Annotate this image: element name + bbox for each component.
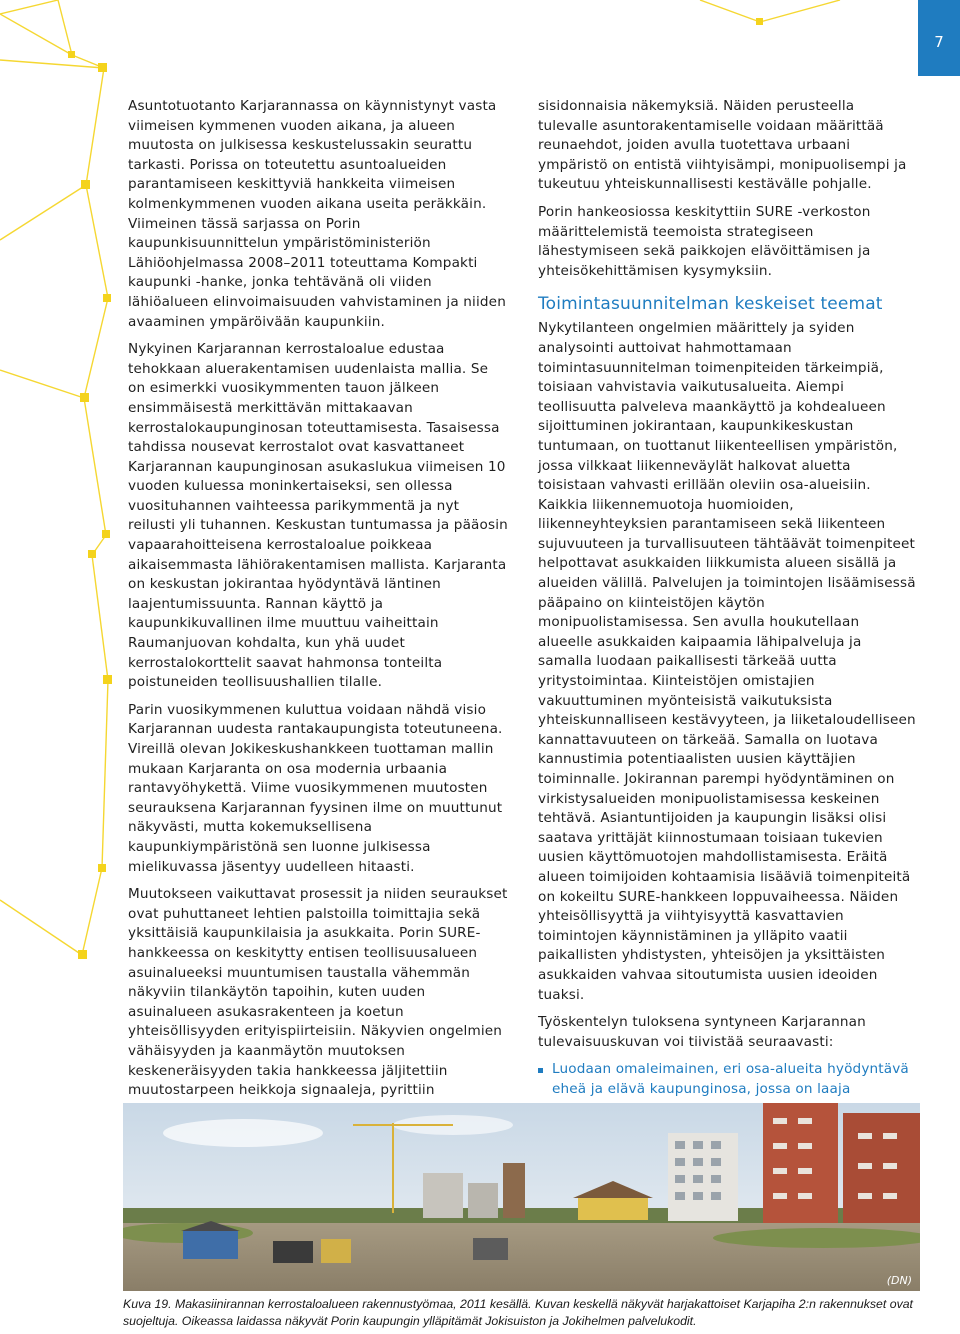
left-paragraph-3: Parin vuosikymmenen kuluttua voidaan nähdä visio Karjarannan uudesta rantakaupungista toteutuneena. Vireillä olevan Jokikeskushankkeen tuottaman mallin mukaan Karjaranta on osa modernia urbaania rantavyöhykettä. Viime vuosikymmenen muutosten seurauksena Karjarannan fyysinen ilme on muuttunut näkyvästi, mutta kokemuksellisena kaupunkiympäristönä sen luonne julkisessa mielikuvassa jäsentyy uudelleen hitaasti.	[128, 701, 503, 875]
page-number: 7	[934, 33, 944, 51]
summary-bullet-item: Luodaan omaleimainen, eri osa-alueita hyödyntävä eheä ja elävä kaupunginosa, jossa on laaja	[538, 1060, 918, 1138]
right-paragraph-2: Porin hankeosiossa keskityttiin SURE -verkoston määrittelemistä teemoista strategiseen lähestymiseen sekä paikkojen elävöittämisen ja yhteisökehittämisen kysymyksiin.	[538, 203, 871, 279]
right-paragraph-4: Työskentelyn tuloksena syntyneen Karjarannan tulevaisuuskuvan voi tiivistää seuraavasti:	[538, 1014, 866, 1050]
right-paragraph-1: sisidonnaisia näkemyksiä. Näiden perusteella tulevalle asuntorakentamiselle voidaan määrittää reunaehdot, joiden avulla tuotettava urbaani ympäristö on entistä viihtyisämpi, monipuolisempi ja tukeutuu yhteiskunnallisesti kestävälle pohjalle.	[538, 98, 907, 193]
right-text-column	[538, 97, 918, 1139]
construction-site-photo	[123, 1103, 920, 1291]
left-paragraph-4: Muutokseen vaikuttavat prosessit ja niiden seuraukset ovat puhuttaneet lehtien palstoilla toimittajia sekä yksittäisiä kaupunkilaisia ja asukkaita. Porin SURE-hankkeessa on keskitytty entisen teollisuusalueen asuinalueeksi muuntumisen taustalla vähemmän näkyviin tilankäytön tapoihin, kuten uuden asuinalueen asukasrakenteen ja koetun yhteisöllisyyden erityispiirteisiin. Näkyvien ongelmien vähäisyyden ja kaanmäytön muutoksen keskeneräisyyden takia hankkeessa jäljitettiin muutostarpeen heikkoja signaaleja, pyrittiin	[128, 886, 508, 1099]
figure-caption: Kuva 19. Makasiinirannan kerrostaloalueen rakennustyömaa, 2011 kesällä. Kuvan keskellä näkyvät harjakattoiset Karjapiha 2:n rakennukset ovat suojeltuja. Oikeassa laidassa näkyvät Porin kaupungin ylläpitämät Jokisuiston ja Jokihelmen palvelukodit.	[123, 1297, 913, 1328]
photo-illustration	[123, 1103, 920, 1291]
left-paragraph-2: Nykyinen Karjarannan kerrostaloalue edustaa tehokkaan aluerakentamisen uudenlaista mallia. Se on esimerkki vuosikymmenten tauon jälkeen ensimmäisestä merkittävän mittakaavan kerrostalokaupunginosan toteuttamisesta. Tasaisessa tahdissa nousevat kerrostalot ovat kasvattaneet Karjarannan kaupunginosan asukaslukua viimeisen 10 vuoden kuluessa moninkertaiseksi, sen ollessa vuosituhannen vaihteessa parikymmentä ja nyt reilusti yli tuhannen. Keskustan tuntumassa ja pääosin vapaarahoitteisena kerrostaloalue poikkeaa aikaisemmasta lähiörakentamisen mallista. Karjaranta on keskustan jokirantaa hyödyntävä läntinen laajentumissuunta. Rannan käyttö ja kaupunkikuvallinen ilme muuttuu vaiheittain Raumanjuovan kohdalta, kun yhä uudet kerrostalokorttelit saavat hahmonsa tonteilta poistuneiden teollisuushallien tilalle.	[128, 341, 508, 691]
left-paragraph-1: Asuntotuotanto Karjarannassa on käynnistynyt vasta viimeisen kymmenen vuoden aikana, ja alueen muutosta on julkisessa keskustelussakin seurattu tarkasti. Porissa on toteutettu asuntoalueiden parantamiseen keskittyviä hankkeita viimeisen kolmenkymmenen vuoden aikana useita peräkkäin. Viimeinen tässä sarjassa on Porin kaupunkisuunnittelun ympäristöministeriön Lähiöohjelmassa 2008–2011 toteuttama Kompakti kaupunki -hanke, jonka tehtävänä oli viiden lähiöalueen elinvoimaisuuden vahvistaminen ja niiden avaaminen ympäröivään kaupunkiin.	[128, 98, 506, 330]
right-paragraph-3: Nykytilanteen ongelmien määrittely ja syiden analysointi auttoivat hahmottamaan toimintasuunnitelman toimenpiteiden tärkeimpiä, toisiaan vahvistavia vaikutusalueita. Aiempi teollisuutta palveleva maankäyttö ja kohdealueen sijoittuminen jokirantaan, kaupunkikeskustan tuntumaan, on tuottanut liikenteellisen ympäristön, jossa vilkkaat liikenneväylät halkovat aluetta toisistaan vahvasti erillään oleviin osa-alueisiin. Kaikkia liikennemuotoja huomioiden, liikenneyhteyksien parantamiseen sekä liikenteen sujuvuuteen ja turvallisuuteen tähtäävät toimenpiteet helpottavat asukkaiden liikkumista alueen sisällä ja alueiden välillä. Palvelujen ja toimintojen lisäämisessä pääpaino on kiinteistöjen käytön monipuolistamisessa. Sen avulla houkutellaan alueelle asukkaiden kaipaamia lähipalveluja ja samalla luodaan paikallisesti tärkeää uutta yritystoimintaa. Kiinteistöjen omistajien vakuuttuminen myönteisistä vaikutuksista yhteiskunnalliseen kestävyyteen, ja liiketaloudelliseen kannattavuuteen on tärkeää. Samalla on luotava kannustimia potentiaalisten uusien käyttäjien toiminnalle. Jokirannan parempi hyödyntäminen on virkistysalueiden monipuolistamisessa keskeinen tehtävä. Asiantuntijoiden ja kaupungin lisäksi olisi saatava yrittäjät kiinnostumaan toisiaan tukevien uusien käyttömuotojen mahdollistamisesta. Eräitä alueen toimijoiden kohtaamisia lisääviä toimenpiteitä on kokeiltu SURE-hankkeen loppuvaiheessa. Näiden yhteisöllisyyttä ja viihtyisyyttä kasvattavien toimintojen käynnistäminen ja ylläpito vaatii paikallisten yhdistysten, yhteisöjen ja yksittäisten asukkaiden vahvaa sitoutumista uusien ideoiden tuaksi.	[538, 320, 916, 1003]
photo-credit: (DN)	[886, 1274, 912, 1287]
left-text-column	[128, 97, 508, 1140]
section-heading: Toimintasuunnitelman keskeiset teemat	[538, 294, 883, 315]
